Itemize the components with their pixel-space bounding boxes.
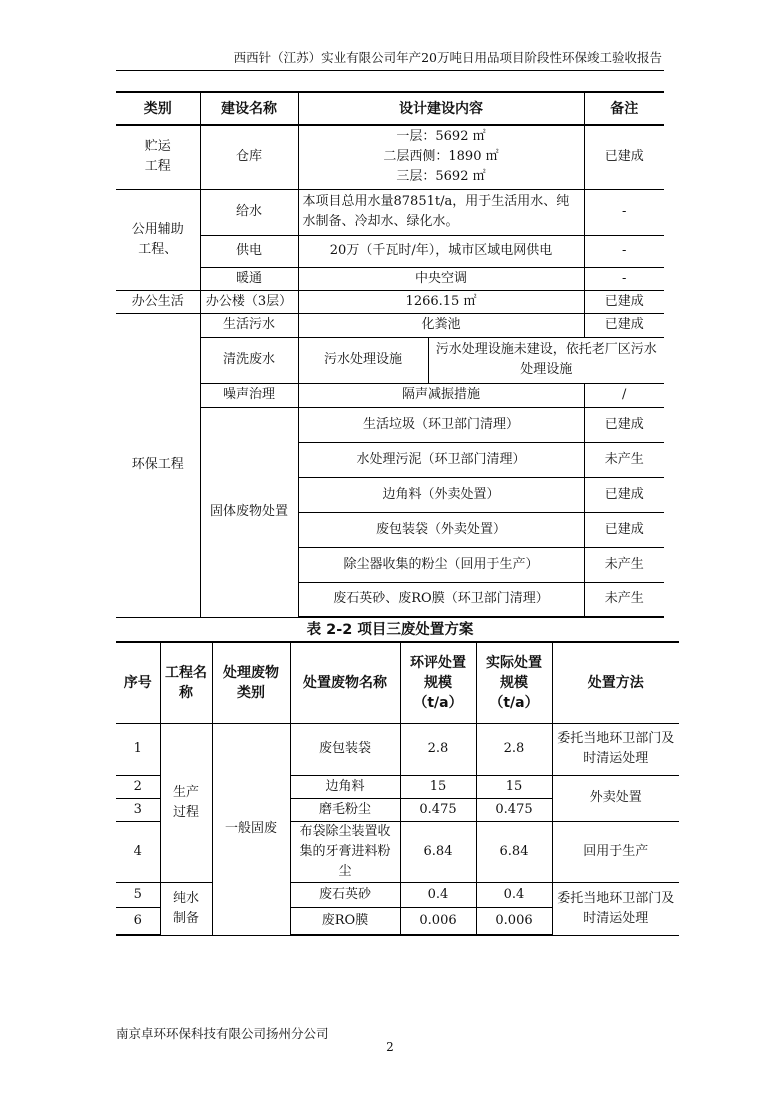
actual-scale-cell: 0.475 [476, 798, 552, 821]
row-no: 2 [116, 775, 160, 798]
actual-scale-cell: 0.006 [476, 907, 552, 935]
col-header-eia-scale: 环评处置规模（t/a） [400, 642, 476, 723]
category-cell: 贮运工程 [116, 125, 200, 189]
waste-name-cell: 边角料 [290, 775, 400, 798]
header-rule [116, 70, 664, 71]
content-cell: 除尘器收集的粉尘（回用于生产） [298, 547, 584, 582]
content-cell: 污水处理设施未建设，依托老厂区污水处理设施 [428, 337, 664, 383]
note-cell: - [584, 189, 664, 235]
eia-scale-cell: 2.8 [400, 723, 476, 775]
waste-name-cell: 废RO膜 [290, 907, 400, 935]
note-cell: 已建成 [584, 477, 664, 512]
name-cell: 暖通 [200, 267, 298, 290]
waste-name-cell: 布袋除尘装置收集的牙膏进料粉尘 [290, 821, 400, 882]
construction-table [116, 91, 664, 618]
col-header-no: 序号 [116, 642, 160, 723]
note-cell: 已建成 [584, 290, 664, 313]
col-header-category: 类别 [116, 92, 200, 125]
name-cell: 清洗废水 [200, 337, 298, 383]
category-cell: 公用辅助工程、 [116, 189, 200, 290]
col-header-content: 设计建设内容 [298, 92, 584, 125]
note-cell: 未产生 [584, 547, 664, 582]
name-cell: 给水 [200, 189, 298, 235]
note-cell: - [584, 235, 664, 267]
col-header-waste-name: 处置废物名称 [290, 642, 400, 723]
note-cell: / [584, 383, 664, 407]
name-cell: 办公楼（3层） [200, 290, 298, 313]
method-cell: 委托当地环卫部门及时清运处理 [552, 723, 679, 775]
project-cell: 纯水制备 [160, 882, 212, 935]
row-no: 4 [116, 821, 160, 882]
eia-scale-cell: 0.4 [400, 882, 476, 907]
actual-scale-cell: 0.4 [476, 882, 552, 907]
content-cell: 1266.15 ㎡ [298, 290, 584, 313]
note-cell: 已建成 [584, 313, 664, 337]
content-cell: 废石英砂、废RO膜（环卫部门清理） [298, 582, 584, 617]
page-number: 2 [386, 1040, 394, 1054]
waste-disposal-table [116, 641, 679, 936]
name-cell: 固体废物处置 [200, 407, 298, 617]
actual-scale-cell: 2.8 [476, 723, 552, 775]
method-cell: 回用于生产 [552, 821, 679, 882]
eia-scale-cell: 6.84 [400, 821, 476, 882]
row-no: 1 [116, 723, 160, 775]
actual-scale-cell: 6.84 [476, 821, 552, 882]
project-cell: 生产过程 [160, 723, 212, 882]
note-cell: 未产生 [584, 442, 664, 477]
method-cell: 外卖处置 [552, 775, 679, 821]
note-cell: 已建成 [584, 512, 664, 547]
col-header-project: 工程名称 [160, 642, 212, 723]
content-cell: 水处理污泥（环卫部门清理） [298, 442, 584, 477]
content-cell: 边角料（外卖处置） [298, 477, 584, 512]
col-header-actual-scale: 实际处置规模（t/a） [476, 642, 552, 723]
category-cell: 环保工程 [116, 313, 200, 617]
content-cell: 本项目总用水量87851t/a，用于生活用水、纯水制备、冷却水、绿化水。 [298, 189, 584, 235]
row-no: 6 [116, 907, 160, 935]
actual-scale-cell: 15 [476, 775, 552, 798]
content-cell: 隔声减振措施 [298, 383, 584, 407]
note-cell: 已建成 [584, 125, 664, 189]
content-cell: 化粪池 [298, 313, 584, 337]
col-header-name: 建设名称 [200, 92, 298, 125]
col-header-note: 备注 [584, 92, 664, 125]
row-no: 3 [116, 798, 160, 821]
name-cell: 噪声治理 [200, 383, 298, 407]
content-cell: 生活垃圾（环卫部门清理） [298, 407, 584, 442]
content-cell: 污水处理设施 [298, 337, 428, 383]
waste-name-cell: 废石英砂 [290, 882, 400, 907]
content-cell: 废包装袋（外卖处置） [298, 512, 584, 547]
table-caption: 表 2-2 项目三废处置方案 [306, 622, 474, 638]
page-header: 西西针（江苏）实业有限公司年产20万吨日用品项目阶段性环保竣工验收报告 [233, 50, 662, 65]
row-no: 5 [116, 882, 160, 907]
eia-scale-cell: 0.006 [400, 907, 476, 935]
name-cell: 生活污水 [200, 313, 298, 337]
name-cell: 仓库 [200, 125, 298, 189]
note-cell: 已建成 [584, 407, 664, 442]
note-cell: - [584, 267, 664, 290]
eia-scale-cell: 15 [400, 775, 476, 798]
content-cell: 中央空调 [298, 267, 584, 290]
content-cell: 一层：5692 ㎡ 二层西侧：1890 ㎡ 三层：5692 ㎡ [298, 125, 584, 189]
waste-category-cell: 一般固废 [212, 723, 290, 935]
note-cell: 未产生 [584, 582, 664, 617]
waste-name-cell: 磨毛粉尘 [290, 798, 400, 821]
category-cell: 办公生活 [116, 290, 200, 313]
content-cell: 20万（千瓦时/年），城市区域电网供电 [298, 235, 584, 267]
eia-scale-cell: 0.475 [400, 798, 476, 821]
method-cell: 委托当地环卫部门及时清运处理 [552, 882, 679, 935]
name-cell: 供电 [200, 235, 298, 267]
footer-company: 南京卓环环保科技有限公司扬州分公司 [116, 1026, 329, 1041]
col-header-method: 处置方法 [552, 642, 679, 723]
col-header-waste-category: 处理废物类别 [212, 642, 290, 723]
waste-name-cell: 废包装袋 [290, 723, 400, 775]
